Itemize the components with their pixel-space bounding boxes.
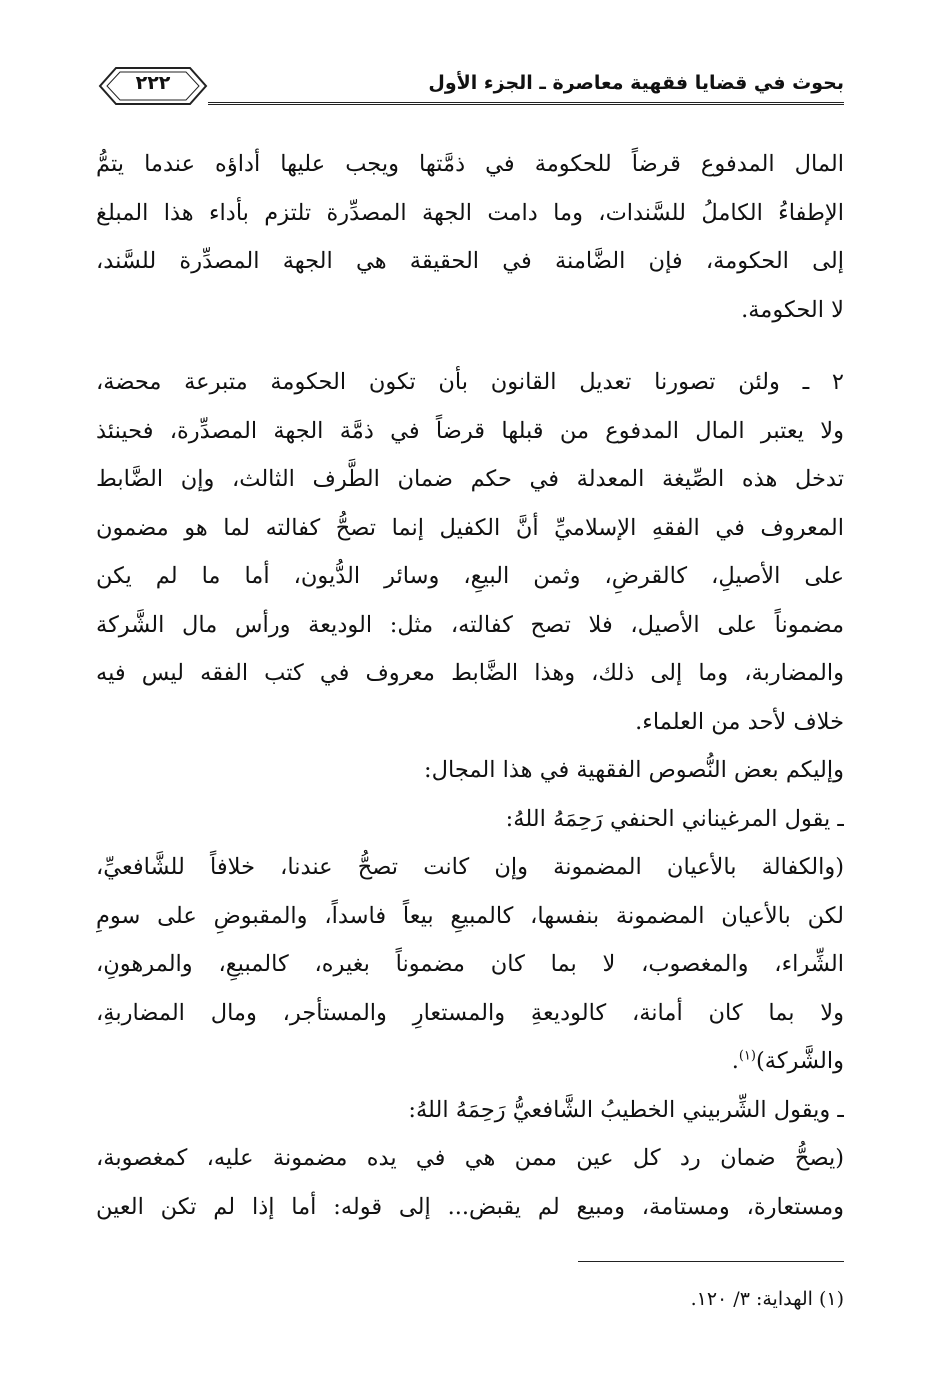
quotation — [96, 1134, 844, 1231]
quote-end-text: والشَّركة) — [755, 1048, 844, 1074]
text-line: المعروف في الفقهِ الإسلاميِّ أنَّ الكفيل إنما تصحُّ كفالته لما هو مضمون — [96, 514, 844, 541]
running-header — [96, 62, 844, 118]
text-line: (يصحُّ ضمان رد كل عين ممن هي في يده مضمونة عليه، كمغصوبة، — [96, 1145, 844, 1171]
footnote-separator — [578, 1261, 844, 1262]
text-line: لكن بالأعيان المضمونة بنفسها، كالمبيعِ بيعاً فاسداً، والمقبوضِ على سومِ — [96, 902, 844, 929]
text-line: والمضاربة، وما إلى ذلك، وهذا الضَّابط معروف في كتب الفقه ليس فيه — [96, 660, 844, 686]
text-line: ومستعارة، ومستامة، ومبيع لم يقبض... إلى قوله: أما إذا لم تكن العين — [96, 1193, 844, 1220]
text-line: المال المدفوع قرضاً للحكومة في ذمَّتها ويجب عليها أداؤه عندما يتمُّ — [96, 151, 844, 177]
text-line: ـ يقول المرغيناني الحنفي رَحِمَهُ اللهُ: — [505, 805, 844, 832]
text-line: ٢ ـ ولئن تصورنا تعديل القانون بأن تكون الحكومة متبرعة محضة، — [96, 369, 844, 395]
text-line: الإطفاءُ الكاملُ للسَّندات، وما دامت الجهة المصدِّرة تلتزم بأداء هذا المبلغ — [96, 199, 844, 226]
header-title: بحوث في قضايا فقهية معاصرة ـ الجزء الأول — [428, 72, 844, 94]
text-line: على الأصيلِ، كالقرضِ، وثمن البيعِ، وسائر الدُّيون، أما ما لم يكن — [96, 563, 844, 589]
text-line: ولا يعتبر المال المدفوع من قبلها قرضاً في ذمَّة الجهة المصدِّرة، فحينئذ — [96, 417, 844, 444]
text-line: لا الحكومة. — [741, 296, 844, 323]
paragraph — [96, 795, 844, 844]
paragraph — [96, 358, 844, 746]
header-rule — [208, 102, 844, 105]
text-line: تدخل هذه الصِّيغة المعدلة في حكم ضمان الطَّرف الثالث، وإن الضَّابط — [96, 466, 844, 492]
paragraph — [96, 746, 844, 795]
footnote-reference[interactable]: (١) — [738, 1048, 756, 1064]
text-line: إلى الحكومة، فإن الضَّامنة في الحقيقة هي الجهة المصدِّرة للسَّند، — [96, 248, 844, 274]
text-line: والشَّركة)$^{(١)}$. — [731, 1048, 844, 1074]
text-line: ولا بما كان أمانة، كالوديعةِ والمستعارِ والمستأجر، ومال المضاربةِ، — [96, 999, 844, 1026]
page-number-badge — [96, 62, 210, 110]
paragraph — [96, 140, 844, 334]
text-line: الشِّراء، والمغصوب، لا بما كان مضموناً بغيره، كالمبيعِ، والمرهونِ، — [96, 951, 844, 977]
text-line: مضموناً على الأصيل، فلا تصح كفالته، مثل: الوديعة ورأس مال الشَّركة — [96, 611, 844, 638]
footnote: (١) الهداية: ٣/ ١٢٠. — [690, 1288, 844, 1310]
page-number: ٢٢٢ — [135, 72, 171, 94]
body-text — [96, 140, 844, 1231]
text-line: خلاف لأحد من العلماء. — [635, 708, 844, 735]
text-line: (والكفالة بالأعيان المضمونة وإن كانت تصحُّ عندنا، خلافاً للشَّافعيِّ، — [96, 854, 844, 880]
quotation — [96, 843, 844, 1086]
paragraph — [96, 1086, 844, 1135]
text-line: وإليكم بعض النُّصوص الفقهية في هذا المجال: — [424, 757, 844, 783]
text-line: ـ ويقول الشِّربيني الخطيبُ الشَّافعيُّ رَحِمَهُ اللهُ: — [408, 1096, 844, 1123]
